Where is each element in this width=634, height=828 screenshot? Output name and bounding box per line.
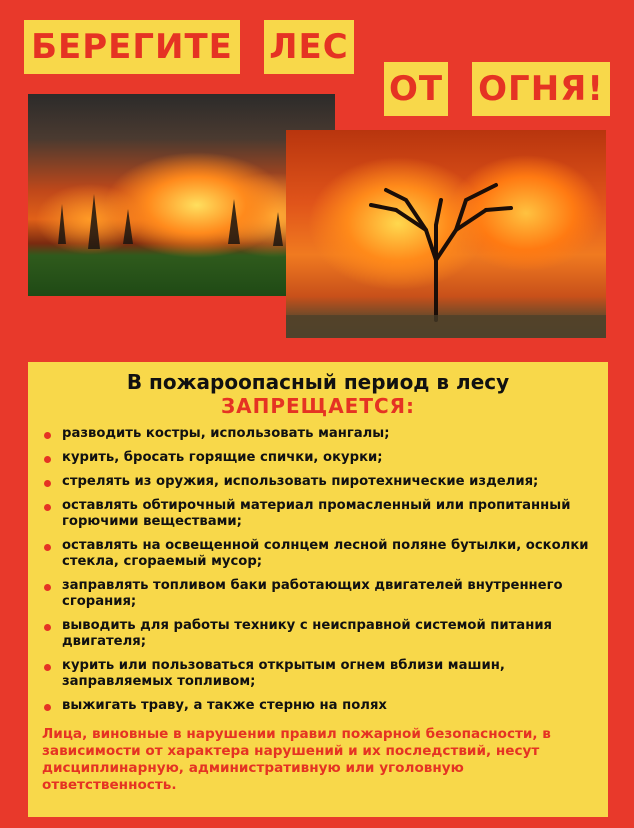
forest-fire-photo-right (286, 130, 606, 338)
list-item (42, 498, 594, 530)
list-item (42, 698, 594, 714)
list-item (42, 578, 594, 610)
bullet-icon (44, 624, 51, 631)
title-word-ognya: ОГНЯ! (472, 62, 610, 116)
bullet-icon (44, 432, 51, 439)
rules-panel (28, 362, 608, 817)
liability-notice: Лица, виновные в нарушении правил пожарной безопасности, в зависимости от характера нарушений и их последствий, несут дисциплинарную, административную или уголовную ответственность. (42, 726, 551, 793)
list-item-text: оставлять на освещенной солнцем лесной поляне бутылки, осколки стекла, сгораемый мусор; (62, 538, 589, 569)
list-item (42, 474, 594, 490)
list-item-text: курить или пользоваться открытым огнем вблизи машин, заправляемых топливом; (62, 658, 505, 689)
list-item-text: курить, бросать горящие спички, окурки; (62, 450, 383, 465)
rules-heading: В пожароопасный период в лесу (126, 370, 510, 394)
list-item (42, 426, 594, 442)
title-word-beregite: БЕРЕГИТЕ (24, 20, 240, 74)
list-item (42, 618, 594, 650)
list-item-text: заправлять топливом баки работающих двигателей внутреннего сгорания; (62, 578, 563, 609)
bullet-icon (44, 584, 51, 591)
bullet-icon (44, 456, 51, 463)
burning-tree-illustration (286, 130, 606, 338)
list-item-text: стрелять из оружия, использовать пиротехнические изделия; (62, 474, 539, 489)
list-item-text: выжигать траву, а также стерню на полях (62, 698, 387, 713)
rules-list (42, 426, 594, 714)
list-item (42, 450, 594, 466)
bullet-icon (44, 664, 51, 671)
bullet-icon (44, 544, 51, 551)
list-item-text: оставлять обтирочный материал промасленный или пропитанный горючими веществами; (62, 498, 571, 529)
rules-subheading-forbidden: ЗАПРЕЩАЕТСЯ: (220, 394, 416, 418)
bullet-icon (44, 480, 51, 487)
title-word-ot: ОТ (384, 62, 448, 116)
bullet-icon (44, 504, 51, 511)
title-word-les: ЛЕС (264, 20, 354, 74)
list-item-text: выводить для работы технику с неисправной системой питания двигателя; (62, 618, 553, 649)
bullet-icon (44, 704, 51, 711)
list-item-text: разводить костры, использовать мангалы; (62, 426, 390, 441)
list-item (42, 538, 594, 570)
list-item (42, 658, 594, 690)
